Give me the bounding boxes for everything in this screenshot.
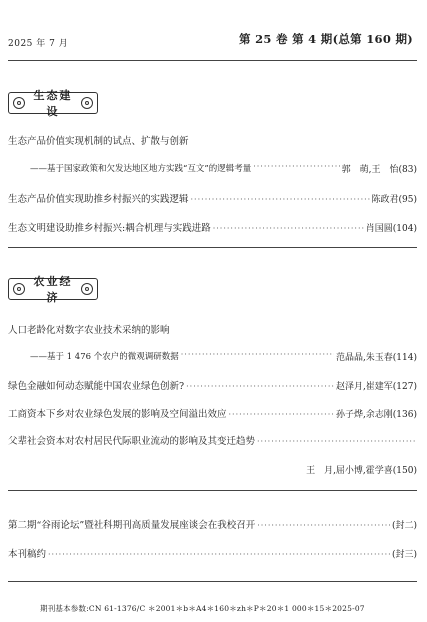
article-authors: 范晶晶,朱玉春(114) — [335, 353, 417, 363]
section-badge-agri-economy — [8, 275, 98, 304]
page-ref: (封三) — [391, 550, 417, 560]
leader-dots — [229, 410, 334, 419]
ornament-icon — [13, 97, 25, 109]
header-rule — [8, 60, 417, 61]
article-authors: 王 月,屈小博,霍学喜(150) — [306, 466, 417, 476]
article-authors: 郭 萌,王 怡(83) — [341, 165, 417, 175]
article-authors: 肖国圆(104) — [365, 224, 417, 234]
article-subtitle-row[interactable] — [30, 162, 417, 175]
article-title: 绿色金融如何动态赋能中国农业绿色创新? — [8, 381, 185, 392]
news-row[interactable] — [8, 546, 417, 560]
article-row[interactable] — [8, 191, 417, 205]
section-badge-ecology — [8, 89, 98, 118]
leader-dots — [181, 350, 334, 363]
page-ref: (封二) — [391, 521, 417, 531]
footer-rule — [8, 581, 417, 582]
article-row[interactable] — [8, 220, 417, 234]
article-subtitle-row[interactable] — [30, 350, 417, 363]
article-subtitle: ——基于 1 476 个农户的微观调研数据 — [30, 352, 179, 362]
ornament-icon — [81, 283, 93, 295]
news-row[interactable] — [8, 517, 417, 531]
article-title[interactable]: 生态产品价值实现机制的试点、扩散与创新 — [8, 136, 189, 147]
article-title: 生态产品价值实现助推乡村振兴的实践逻辑 — [8, 194, 189, 205]
article-row[interactable] — [8, 433, 417, 447]
article-row[interactable] — [8, 406, 417, 420]
section-rule — [8, 490, 417, 491]
article-title: 工商资本下乡对农业绿色发展的影响及空间溢出效应 — [8, 409, 227, 420]
section-title: 农业经济 — [33, 275, 73, 304]
news-title: 本刊稿约 — [8, 549, 47, 560]
issue-date: 2025 年 7 月 — [8, 39, 69, 49]
ornament-icon — [81, 97, 93, 109]
issue-volume: 第 25 卷 第 4 期(总第 160 期) — [238, 32, 413, 46]
ornament-icon — [13, 283, 25, 295]
article-authors-row[interactable] — [8, 463, 417, 476]
leader-dots — [213, 224, 364, 233]
article-authors: 陈政君(95) — [371, 195, 417, 205]
leader-dots — [186, 382, 334, 391]
article-authors: 赵泽月,崔建军(127) — [335, 382, 417, 392]
article-title: 生态文明建设助推乡村振兴:耦合机理与实践进路 — [8, 223, 211, 234]
leader-dots — [191, 195, 370, 204]
news-title: 第二期“谷雨论坛”暨社科期刊高质量发展座谈会在我校召开 — [8, 520, 256, 531]
leader-dots — [253, 162, 339, 175]
article-row[interactable] — [8, 378, 417, 392]
section-rule — [8, 247, 417, 248]
section-title: 生态建设 — [33, 89, 73, 118]
journal-parameters: 期刊基本参数:CN 61-1376/C ＊2001＊b＊A4＊160＊zh＊P＊20＊1 000＊15＊2025-07 — [40, 604, 365, 613]
leader-dots — [257, 437, 415, 446]
article-subtitle: ——基于国家政策和欠发达地区地方实践“互文”的逻辑考量 — [30, 164, 252, 174]
leader-dots — [48, 550, 390, 559]
article-title[interactable]: 人口老龄化对数字农业技术采纳的影响 — [8, 325, 170, 336]
leader-dots — [257, 521, 390, 530]
article-authors: 孙子烨,余志刚(136) — [335, 410, 417, 420]
article-title: 父辈社会资本对农村居民代际职业流动的影响及其变迁趋势 — [8, 436, 256, 447]
